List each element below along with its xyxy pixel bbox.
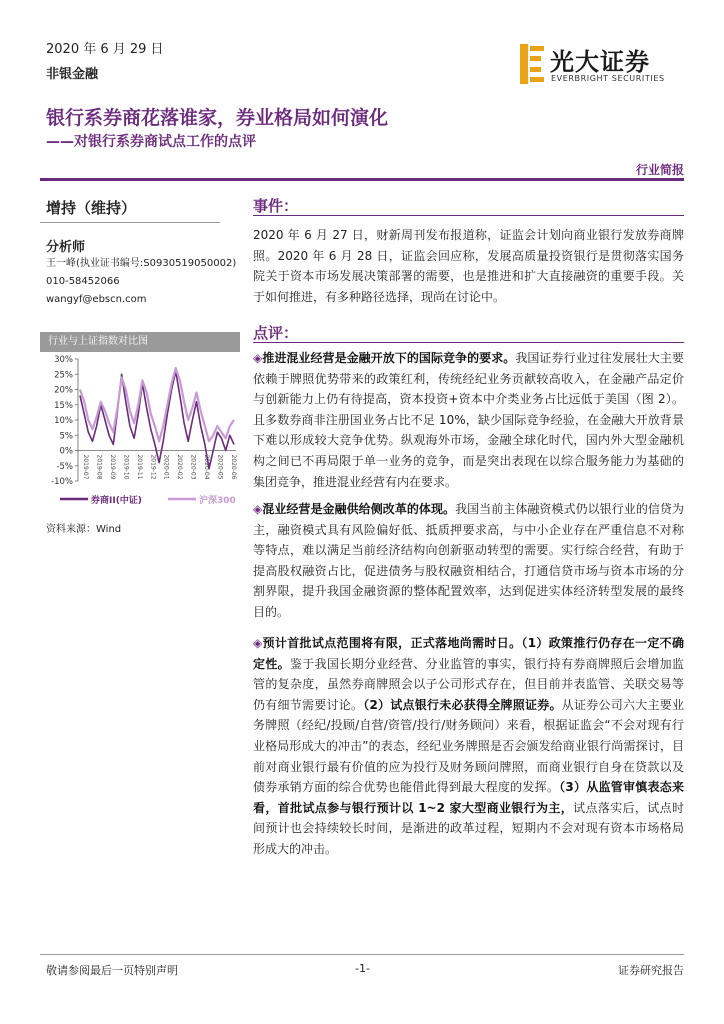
page-title: 银行系券商花落谁家，券业格局如何演化 <box>46 107 389 129</box>
legend-label-0: 券商II(中证) <box>91 496 142 506</box>
y-tick-label: 15% <box>54 400 73 411</box>
y-tick-label: 0% <box>59 446 73 457</box>
analyst-heading: 分析师 <box>46 240 86 255</box>
p1-text: 我国证券行业过往发展壮大主要依赖于牌照优势带来的政策红利，传统经纪业务贡献较高收入，在金融产品定价与创新能力上仍有待提高，资本投资+资本中介类业务占比远低于美国（图 2）。且多数券商非注册国业务占比不足 10%，缺少国际竞争经验，在金融大开放背景下难以形成较大竞争优势。纵观海外市场，金融全球化时代，国内外大型金融机构之间已不再局限于单一业务的竞争，而是突出表现在以综合服务能力为基础的集团竞争，推进混业经营有内在要求。 <box>253 351 684 489</box>
analyst-phone: 010-58452066 <box>46 276 120 287</box>
y-tick-label: 20% <box>54 385 73 396</box>
event-heading: 事件： <box>253 197 299 215</box>
p3-bold-2: （2）试点银行未必获得全牌照证券。 <box>363 697 562 712</box>
p3-bold-3: （3）从监管审慎表态来看，首批试点参与银行预计以 1~2 家大型商业银行为主， <box>253 780 684 815</box>
header-divider <box>40 178 684 181</box>
p2-text: 我国当前主体融资模式仍以银行业的信贷为主，融资模式具有风险偏好低、抵质押要求高，与中小企业存在严重信息不对称等特点，难以满足当前经济结构向创新驱动转型的需要。实行综合经营，有助于提高股权融资占比，促进债务与股权融资相结合，打通信贷市场与资本市场的分割界限，提升我国金融资源的整体配置效率，达到促进实体经济转型发展的最终目的。 <box>253 502 684 619</box>
y-tick-label: 25% <box>54 370 73 381</box>
x-tick-label: 2020-01 <box>162 454 170 480</box>
footer-disclaimer: 敬请参阅最后一页特别声明 <box>46 964 178 977</box>
p3-text-2: 从证券公司六大主要业务牌照（经纪/投顾/自营/资管/投行/财务顾问）来看，根据证监会“不会对现有行业格局形成大的冲击”的表态，经纪业务牌照是否会颁发给商业银行尚需探讨，目前对商业银行最有价值的应为投行及财务顾问牌照，而商业银行自身在贷款以及债券承销方面的综合优势也能借此得到最大程度的发挥。 <box>253 697 684 795</box>
x-tick-label: 2020-02 <box>176 454 184 480</box>
comment-paragraph-2 <box>253 499 684 623</box>
x-tick-label: 2019-11 <box>135 454 143 480</box>
x-tick-label: 2019-10 <box>122 454 130 480</box>
event-text: 2020 年 6 月 27 日，财新周刊发布报道称，证监会计划向商业银行发放券商牌照。2020 年 6 月 28 日，证监会回应称，发展高质量投资银行是贯彻落实国务院关于资本市场发展决策部署的需要，也是推进和扩大直接融资的重要手段。关于如何推进，有多种路径选择，现尚在讨论中。 <box>253 228 684 304</box>
diamond-bullet-icon: ◈ <box>253 502 263 516</box>
logo-cn-text: 光大证券 <box>550 48 650 76</box>
footer-divider <box>40 954 684 955</box>
page-subtitle: ——对银行系券商试点工作的点评 <box>46 134 256 150</box>
company-logo <box>520 44 685 90</box>
industry-vs-index-chart <box>40 353 240 515</box>
p1-bold: 推进混业经营是金融开放下的国际竞争的要求。 <box>262 351 516 365</box>
y-tick-label: 5% <box>59 431 73 442</box>
p3-text-3: 试点落实后，试点时间预计也会持续较长时间，是渐进的政革过程，短期内不会对现有资本市场格局形成大的冲击。 <box>253 800 684 856</box>
page-number: -1- <box>355 962 370 975</box>
chart-source: 资料来源：Wind <box>46 524 122 535</box>
p3-text-1: 鉴于我国长期分业经营、分业监管的事实，银行持有券商牌照后会增加监管的复杂度，虽然券商牌照会以子公司形式存在，但目前并表监管、关联交易等仍有细节需要讨论。 <box>253 656 684 712</box>
comment-paragraph-3 <box>253 633 684 860</box>
rating: 增持（维持） <box>46 199 137 217</box>
event-divider <box>253 215 684 216</box>
x-tick-label: 2019-09 <box>108 454 116 480</box>
p2-bold: 混业经营是金融供给侧改革的体现。 <box>262 502 456 516</box>
x-tick-label: 2020-06 <box>230 454 237 480</box>
x-tick-label: 2019-08 <box>95 454 103 480</box>
x-tick-label: 2019-07 <box>82 454 89 480</box>
x-tick-label: 2020-03 <box>189 454 197 480</box>
y-tick-label: -10% <box>51 477 73 487</box>
diamond-bullet-icon: ◈ <box>253 351 263 365</box>
x-tick-label: 2020-04 <box>203 454 211 480</box>
comment-heading: 点评： <box>253 324 299 342</box>
diamond-bullet-icon: ◈ <box>253 636 263 650</box>
x-tick-label: 2019-12 <box>149 454 157 480</box>
y-tick-label: 30% <box>54 355 73 365</box>
chart-title: 行业与上证指数对比图 <box>40 332 240 352</box>
report-type: 行业简报 <box>635 163 684 177</box>
analyst-info <box>46 255 236 309</box>
comment-divider <box>253 342 684 343</box>
analyst-email[interactable]: wangyf@ebscn.com <box>46 294 147 305</box>
logo-en-text: EVERBRIGHT SECURITIES <box>551 74 665 83</box>
y-tick-label: 10% <box>54 416 73 426</box>
sidebar-divider <box>40 222 220 223</box>
report-date: 2020 年 6 月 29 日 <box>46 42 164 57</box>
series-line-1 <box>80 368 234 441</box>
footer-report-label: 证券研究报告 <box>618 964 684 977</box>
y-tick-label: -5% <box>56 461 73 472</box>
p3-bold-1: 预计首批试点范围将有限，正式落地尚需时日。（1）政策推行仍存在一定不确定性。 <box>253 636 684 671</box>
logo-mark-icon <box>520 44 546 84</box>
legend-label-1: 沪深300 <box>199 496 236 506</box>
comment-paragraph-1 <box>253 348 684 492</box>
x-tick-label: 2020-05 <box>216 454 224 480</box>
sector-label: 非银金融 <box>46 67 99 82</box>
analyst-name: 王一峰(执业证书编号:S0930519050002) <box>46 258 237 269</box>
